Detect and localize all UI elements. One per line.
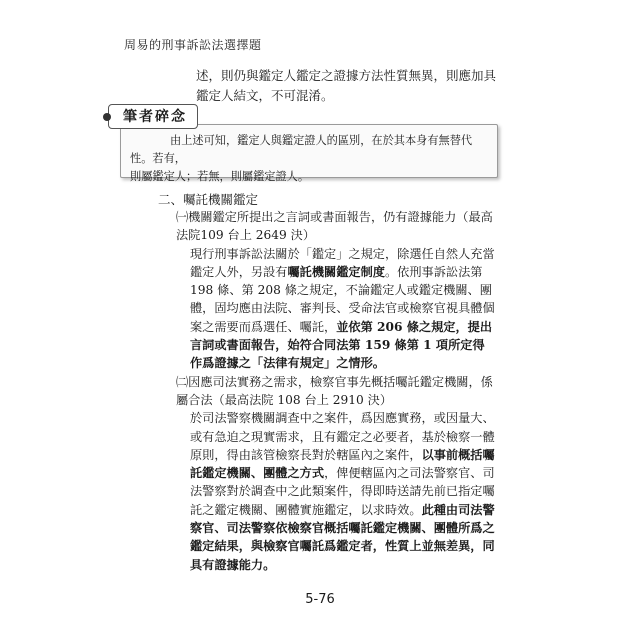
section-body — [176, 208, 496, 574]
note-text — [130, 132, 486, 186]
note-tag: 筆者碎念 — [108, 104, 198, 129]
item1-title: ㈠機關鑑定所提出之言詞或書面報告，仍有證據能力（最高法院109 台上 2649 決） — [176, 210, 493, 243]
item1-text-a: 現行刑事訴訟法關於「鑑定」之規定，除選任自然人充當鑑定人外，另設有 — [190, 246, 495, 279]
item2-text-c: ，俾便轄區內之司法警察官、司法警察對於調查中之此類案件，得即時送請先前已指定囑託之鑑定機關、團體實施鑑定，以求時效。 — [190, 466, 495, 517]
item2-text-a: 於司法警察機關調查中之案件，爲因應實務，或因量大、或有急迫之現實需求，且有鑑定之必要者，基於檢察一體原則，得由該管檢察長對於轄區內之案件， — [190, 411, 495, 462]
page-number: 5-76 — [305, 592, 335, 607]
item1-paragraph — [176, 245, 496, 373]
section-heading: 二、囑託機關鑑定 — [158, 192, 259, 207]
item2-paragraph — [176, 409, 496, 574]
item2-title: ㈡因應司法實務之需求，檢察官事先概括囑託鑑定機關，係屬合法（最高法院 108 台上 2910 決） — [176, 374, 493, 407]
intro-paragraph: 述，則仍與鑑定人鑑定之證據方法性質無異，則應加具鑑定人結文，不可混淆。 — [196, 68, 497, 103]
item1-text-bold-a: 囑託機關鑑定制度 — [287, 264, 385, 279]
note-line-1: 由上述可知，鑑定人與鑑定證人的區別，在於其本身有無替代性。若有， — [130, 134, 473, 165]
note-line-2: 則屬鑑定人；若無，則屬鑑定證人。 — [130, 170, 310, 183]
item2-text-bold-a: 以事前概括囑託鑑定機關、團體之方式 — [190, 447, 495, 481]
running-header: 周易的刑事訴訟法選擇題 — [124, 38, 262, 52]
item1-text-bold-b: 並依第 206 條之規定，提出言詞或書面報告，始符合同法第 159 條第 1 項所定得作爲證據之「法律有規定」之情形。 — [190, 319, 493, 371]
item2-text-bold-b: 此種由司法警察官、司法警察依檢察官概括囑託鑑定機關、團體所爲之鑑定結果，與檢察官囑託爲鑑定者，性質上並無差異，同具有證據能力。 — [190, 502, 495, 572]
item1-text-c: 。依刑事訴訟法第 198 條、第 208 條之規定，不論鑑定人或鑑定機關、團體，固均應由法院、審判長、受命法官或檢察官視具體個案之需要而爲選任、囑託， — [190, 264, 495, 334]
